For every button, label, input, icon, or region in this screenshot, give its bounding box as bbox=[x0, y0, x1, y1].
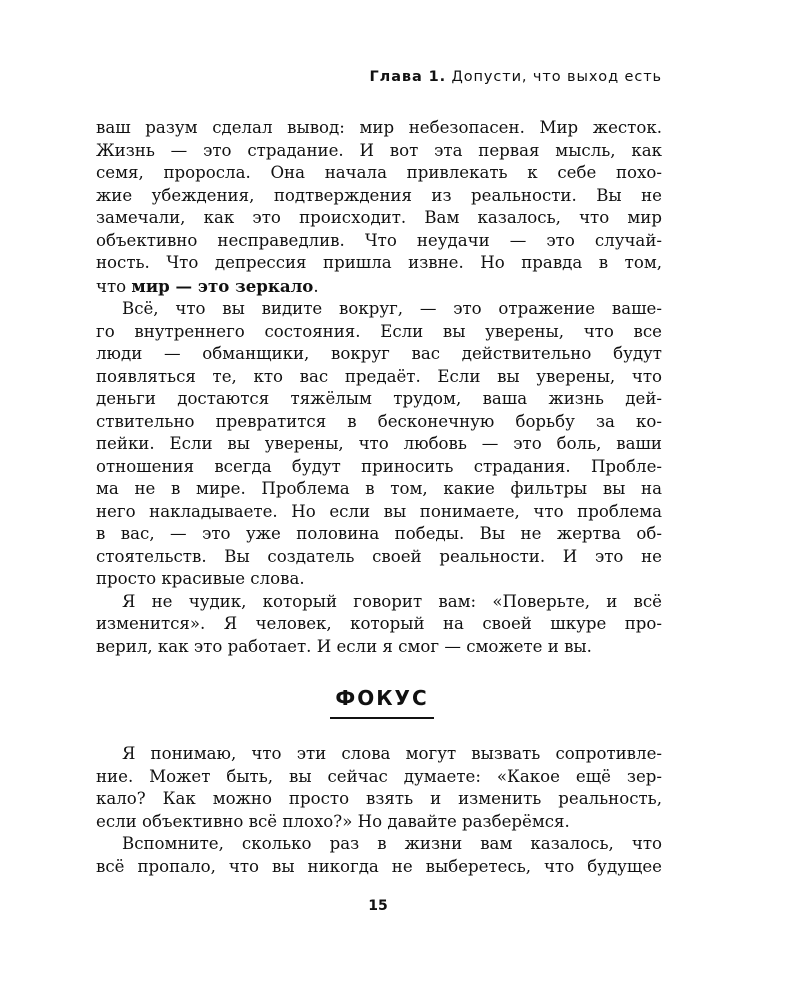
emphasis-mirror: мир — это зеркало bbox=[131, 275, 314, 296]
text-line: Я понимаю, что эти слова могут вызвать сопротивле- bbox=[122, 744, 662, 763]
text-line: Всё, что вы видите вокруг, — это отражение ваше- bbox=[122, 299, 662, 318]
text-line: появляться те, кто вас предаёт. Если вы уверены, что bbox=[96, 366, 662, 386]
text-line: го внутреннего состояния. Если вы уверены, что все bbox=[96, 321, 662, 341]
body-text-block-1 bbox=[96, 117, 662, 658]
text-fragment: что bbox=[96, 276, 132, 296]
body-text-block-2 bbox=[96, 743, 662, 878]
text-line: стоятельств. Вы создатель своей реальности. И это не bbox=[96, 546, 662, 566]
text-line: люди — обманщики, вокруг вас действительно будут bbox=[96, 344, 662, 363]
text-fragment: . bbox=[313, 276, 319, 296]
text-line: ма не в мире. Проблема в том, какие фильтры вы на bbox=[96, 479, 662, 498]
running-head-chapter: Глава 1. bbox=[369, 69, 446, 85]
text-line: Я не чудик, который говорит вам: «Поверьте, и всё bbox=[122, 591, 662, 611]
text-line: семя, проросла. Она начала привлекать к себе похо- bbox=[96, 163, 662, 182]
text-line: всё пропало, что вы никогда не выберетесь, что будущее bbox=[96, 856, 662, 876]
paragraph-3 bbox=[96, 591, 662, 659]
page-number: 15 bbox=[368, 898, 388, 914]
paragraph-4 bbox=[96, 743, 662, 833]
paragraph-2 bbox=[96, 298, 662, 591]
section-heading-underline bbox=[330, 717, 434, 719]
text-line: ность. Что депрессия пришла извне. Но правда в том, bbox=[96, 253, 662, 272]
paragraph-1 bbox=[96, 117, 662, 298]
text-line: жие убеждения, подтверждения из реальности. Вы не bbox=[96, 185, 662, 205]
running-head-title: Допусти, что выход есть bbox=[451, 69, 662, 85]
text-line: Жизнь — это страдание. И вот эта первая мысль, как bbox=[96, 140, 662, 160]
text-line: него накладываете. Но если вы понимаете, что проблема bbox=[96, 501, 662, 521]
text-line: деньги достаются тяжёлым трудом, ваша жизнь дей- bbox=[96, 389, 662, 408]
text-line bbox=[96, 275, 662, 299]
text-line: отношения всегда будут приносить страдания. Пробле- bbox=[96, 456, 662, 476]
text-line: объективно несправедлив. Что неудачи — это случай- bbox=[96, 230, 662, 250]
text-line: кало? Как можно просто взять и изменить реальность, bbox=[96, 789, 662, 808]
text-line: верил, как это работает. И если я смог — сможете и вы. bbox=[96, 636, 592, 656]
section-heading: ФОКУС bbox=[335, 686, 429, 710]
text-line: пейки. Если вы уверены, что любовь — это боль, ваши bbox=[96, 434, 662, 453]
text-line: ваш разум сделал вывод: мир небезопасен. Мир жесток. bbox=[96, 118, 662, 137]
running-head bbox=[370, 69, 662, 85]
text-line: просто красивые слова. bbox=[96, 569, 305, 588]
text-line: ствительно превратится в бесконечную борьбу за ко- bbox=[96, 411, 662, 431]
text-line: замечали, как это происходит. Вам казалось, что мир bbox=[96, 208, 662, 227]
text-line: в вас, — это уже половина победы. Вы не жертва об- bbox=[96, 524, 662, 543]
text-line: Вспомните, сколько раз в жизни вам казалось, что bbox=[122, 834, 662, 853]
text-line: если объективно всё плохо?» Но давайте разберёмся. bbox=[96, 811, 570, 831]
text-line: изменится». Я человек, который на своей шкуре про- bbox=[96, 614, 662, 633]
text-line: ние. Может быть, вы сейчас думаете: «Какое ещё зер- bbox=[96, 766, 662, 786]
paragraph-5 bbox=[96, 833, 662, 878]
